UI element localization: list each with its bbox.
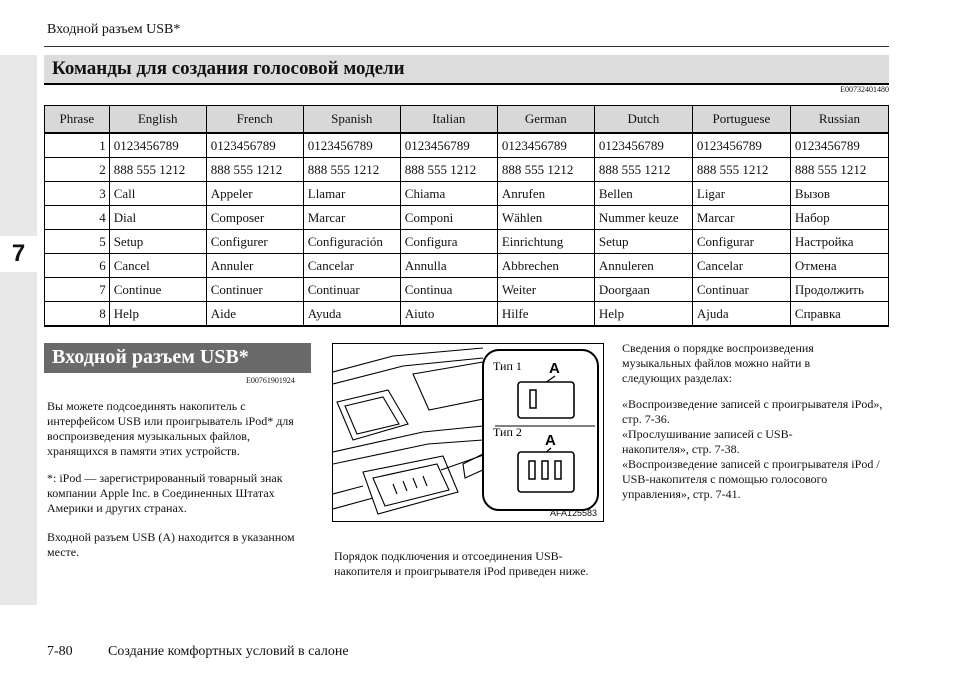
usb-slot-icon [529, 461, 535, 479]
command-cell: Marcar [692, 206, 790, 230]
command-cell: Nummer keuze [594, 206, 692, 230]
phrase-number-cell: 1 [45, 133, 110, 158]
command-cell: 0123456789 [692, 133, 790, 158]
command-cell: Настройка [790, 230, 888, 254]
command-cell: Wählen [497, 206, 594, 230]
table-row [45, 182, 889, 206]
command-cell: Cancelar [303, 254, 400, 278]
type2-label: Тип 2 [493, 425, 522, 439]
command-cell: Weiter [497, 278, 594, 302]
command-cell: Bellen [594, 182, 692, 206]
reference-usb: «Прослушивание записей с USB-накопителя», стр. 7-38. [622, 427, 793, 456]
usb-slot-icon [542, 461, 548, 479]
command-cell: 888 555 1212 [594, 158, 692, 182]
command-cell: Appeler [206, 182, 303, 206]
command-cell: 888 555 1212 [692, 158, 790, 182]
command-cell: 0123456789 [497, 133, 594, 158]
command-cell: 888 555 1212 [790, 158, 888, 182]
column-header: Phrase [45, 106, 110, 134]
section-code: E00732401480 [840, 85, 889, 94]
command-cell: Набор [790, 206, 888, 230]
command-cell: Help [109, 302, 206, 327]
command-cell: Ayuda [303, 302, 400, 327]
usb-location-paragraph: Входной разъем USB (A) находится в указанном месте. [47, 530, 295, 559]
phrase-number-cell: 5 [45, 230, 110, 254]
reference-ipod: «Воспроизведение записей с проигрывателя iPod», стр. 7-36. [622, 397, 883, 426]
command-cell: Hilfe [497, 302, 594, 327]
page-number: 7-80 [47, 644, 73, 659]
command-cell: Dial [109, 206, 206, 230]
column-header: Dutch [594, 106, 692, 134]
command-cell: Continuar [692, 278, 790, 302]
command-cell: 0123456789 [400, 133, 497, 158]
usb-section-code: E00761901924 [246, 376, 295, 385]
command-cell: Anrufen [497, 182, 594, 206]
type1-label: Тип 1 [493, 359, 522, 373]
column-header: English [109, 106, 206, 134]
marker-a-type1: A [549, 360, 560, 377]
table-row [45, 158, 889, 182]
reference-voice-control: «Воспроизведение записей с проигрывателя iPod / USB-накопителя с помощью голосового управления», стр. 7-41. [622, 457, 880, 501]
column-header: Italian [400, 106, 497, 134]
command-cell: Einrichtung [497, 230, 594, 254]
command-cell: 888 555 1212 [400, 158, 497, 182]
usb-section-title: Входной разъем USB* [52, 346, 249, 368]
command-cell: Doorgaan [594, 278, 692, 302]
phrase-number-cell: 3 [45, 182, 110, 206]
command-cell: Marcar [303, 206, 400, 230]
usb-slot-icon [530, 390, 536, 408]
phrase-number-cell: 4 [45, 206, 110, 230]
command-cell: Annulla [400, 254, 497, 278]
command-cell: Call [109, 182, 206, 206]
command-cell: Вызов [790, 182, 888, 206]
running-title: Входной разъем USB* [47, 22, 181, 37]
table-row [45, 302, 889, 327]
command-cell: Continua [400, 278, 497, 302]
column-header: Portuguese [692, 106, 790, 134]
usb-slot-icon [555, 461, 561, 479]
chapter-sidebar [0, 55, 37, 605]
command-cell: Ajuda [692, 302, 790, 327]
command-cell: Справка [790, 302, 888, 327]
phrase-number-cell: 8 [45, 302, 110, 327]
connection-caption: Порядок подключения и отсоединения USB-накопителя и проигрывателя iPod приведен ниже. [334, 549, 589, 578]
command-cell: 0123456789 [303, 133, 400, 158]
section-title: Команды для создания голосовой модели [52, 58, 405, 79]
usb-port-type1 [518, 382, 574, 418]
column-header: Spanish [303, 106, 400, 134]
usb-intro-paragraph: Вы можете подсоединять накопитель с интерфейсом USB или проигрыватель iPod* для воспроизведения музыкальных файлов, хранящихся в памяти этих устройств. [47, 399, 294, 458]
command-cell: Help [594, 302, 692, 327]
command-cell: Aide [206, 302, 303, 327]
trademark-note: *: iPod — зарегистрированный товарный знак компании Apple Inc. в Соединенных Штатах Америки и других странах. [47, 471, 283, 515]
command-cell: 0123456789 [594, 133, 692, 158]
figure-code: AFA125583 [549, 508, 597, 518]
command-cell: Aiuto [400, 302, 497, 327]
command-cell: Componi [400, 206, 497, 230]
command-cell: Continuer [206, 278, 303, 302]
command-cell: Configurar [692, 230, 790, 254]
table-row [45, 133, 889, 158]
column-header: French [206, 106, 303, 134]
table-row [45, 278, 889, 302]
column-header: Russian [790, 106, 888, 134]
command-cell: Ligar [692, 182, 790, 206]
command-cell: Configurer [206, 230, 303, 254]
header-rule [44, 46, 889, 47]
command-cell: Cancel [109, 254, 206, 278]
command-cell: Abbrechen [497, 254, 594, 278]
command-cell: Composer [206, 206, 303, 230]
references-intro: Сведения о порядке воспроизведения музыкальных файлов можно найти в следующих разделах: [622, 341, 814, 385]
command-cell: Configuración [303, 230, 400, 254]
command-cell: Chiama [400, 182, 497, 206]
phrase-number-cell: 7 [45, 278, 110, 302]
command-cell: 888 555 1212 [497, 158, 594, 182]
usb-location-figure [332, 343, 604, 522]
table-row [45, 254, 889, 278]
chapter-footer-title: Создание комфортных условий в салоне [108, 644, 349, 659]
command-cell: Cancelar [692, 254, 790, 278]
command-cell: 888 555 1212 [206, 158, 303, 182]
command-cell: Annuler [206, 254, 303, 278]
table-row [45, 206, 889, 230]
section-title-bar [44, 55, 889, 85]
command-cell: 0123456789 [206, 133, 303, 158]
usb-section-title-bar [44, 343, 311, 373]
command-cell: 0123456789 [790, 133, 888, 158]
command-cell: 888 555 1212 [303, 158, 400, 182]
command-cell: Setup [109, 230, 206, 254]
voice-commands-table [44, 105, 889, 327]
command-cell: 888 555 1212 [109, 158, 206, 182]
command-cell: Continue [109, 278, 206, 302]
table-header-row [45, 106, 889, 134]
phrase-number-cell: 2 [45, 158, 110, 182]
command-cell: 0123456789 [109, 133, 206, 158]
phrase-number-cell: 6 [45, 254, 110, 278]
command-cell: Продолжить [790, 278, 888, 302]
command-cell: Llamar [303, 182, 400, 206]
marker-a-type2: A [545, 432, 556, 449]
command-cell: Configura [400, 230, 497, 254]
command-cell: Continuar [303, 278, 400, 302]
table-row [45, 230, 889, 254]
dashboard-illustration [333, 344, 603, 521]
command-cell: Отмена [790, 254, 888, 278]
command-cell: Annuleren [594, 254, 692, 278]
command-cell: Setup [594, 230, 692, 254]
chapter-tab: 7 [0, 236, 37, 272]
column-header: German [497, 106, 594, 134]
